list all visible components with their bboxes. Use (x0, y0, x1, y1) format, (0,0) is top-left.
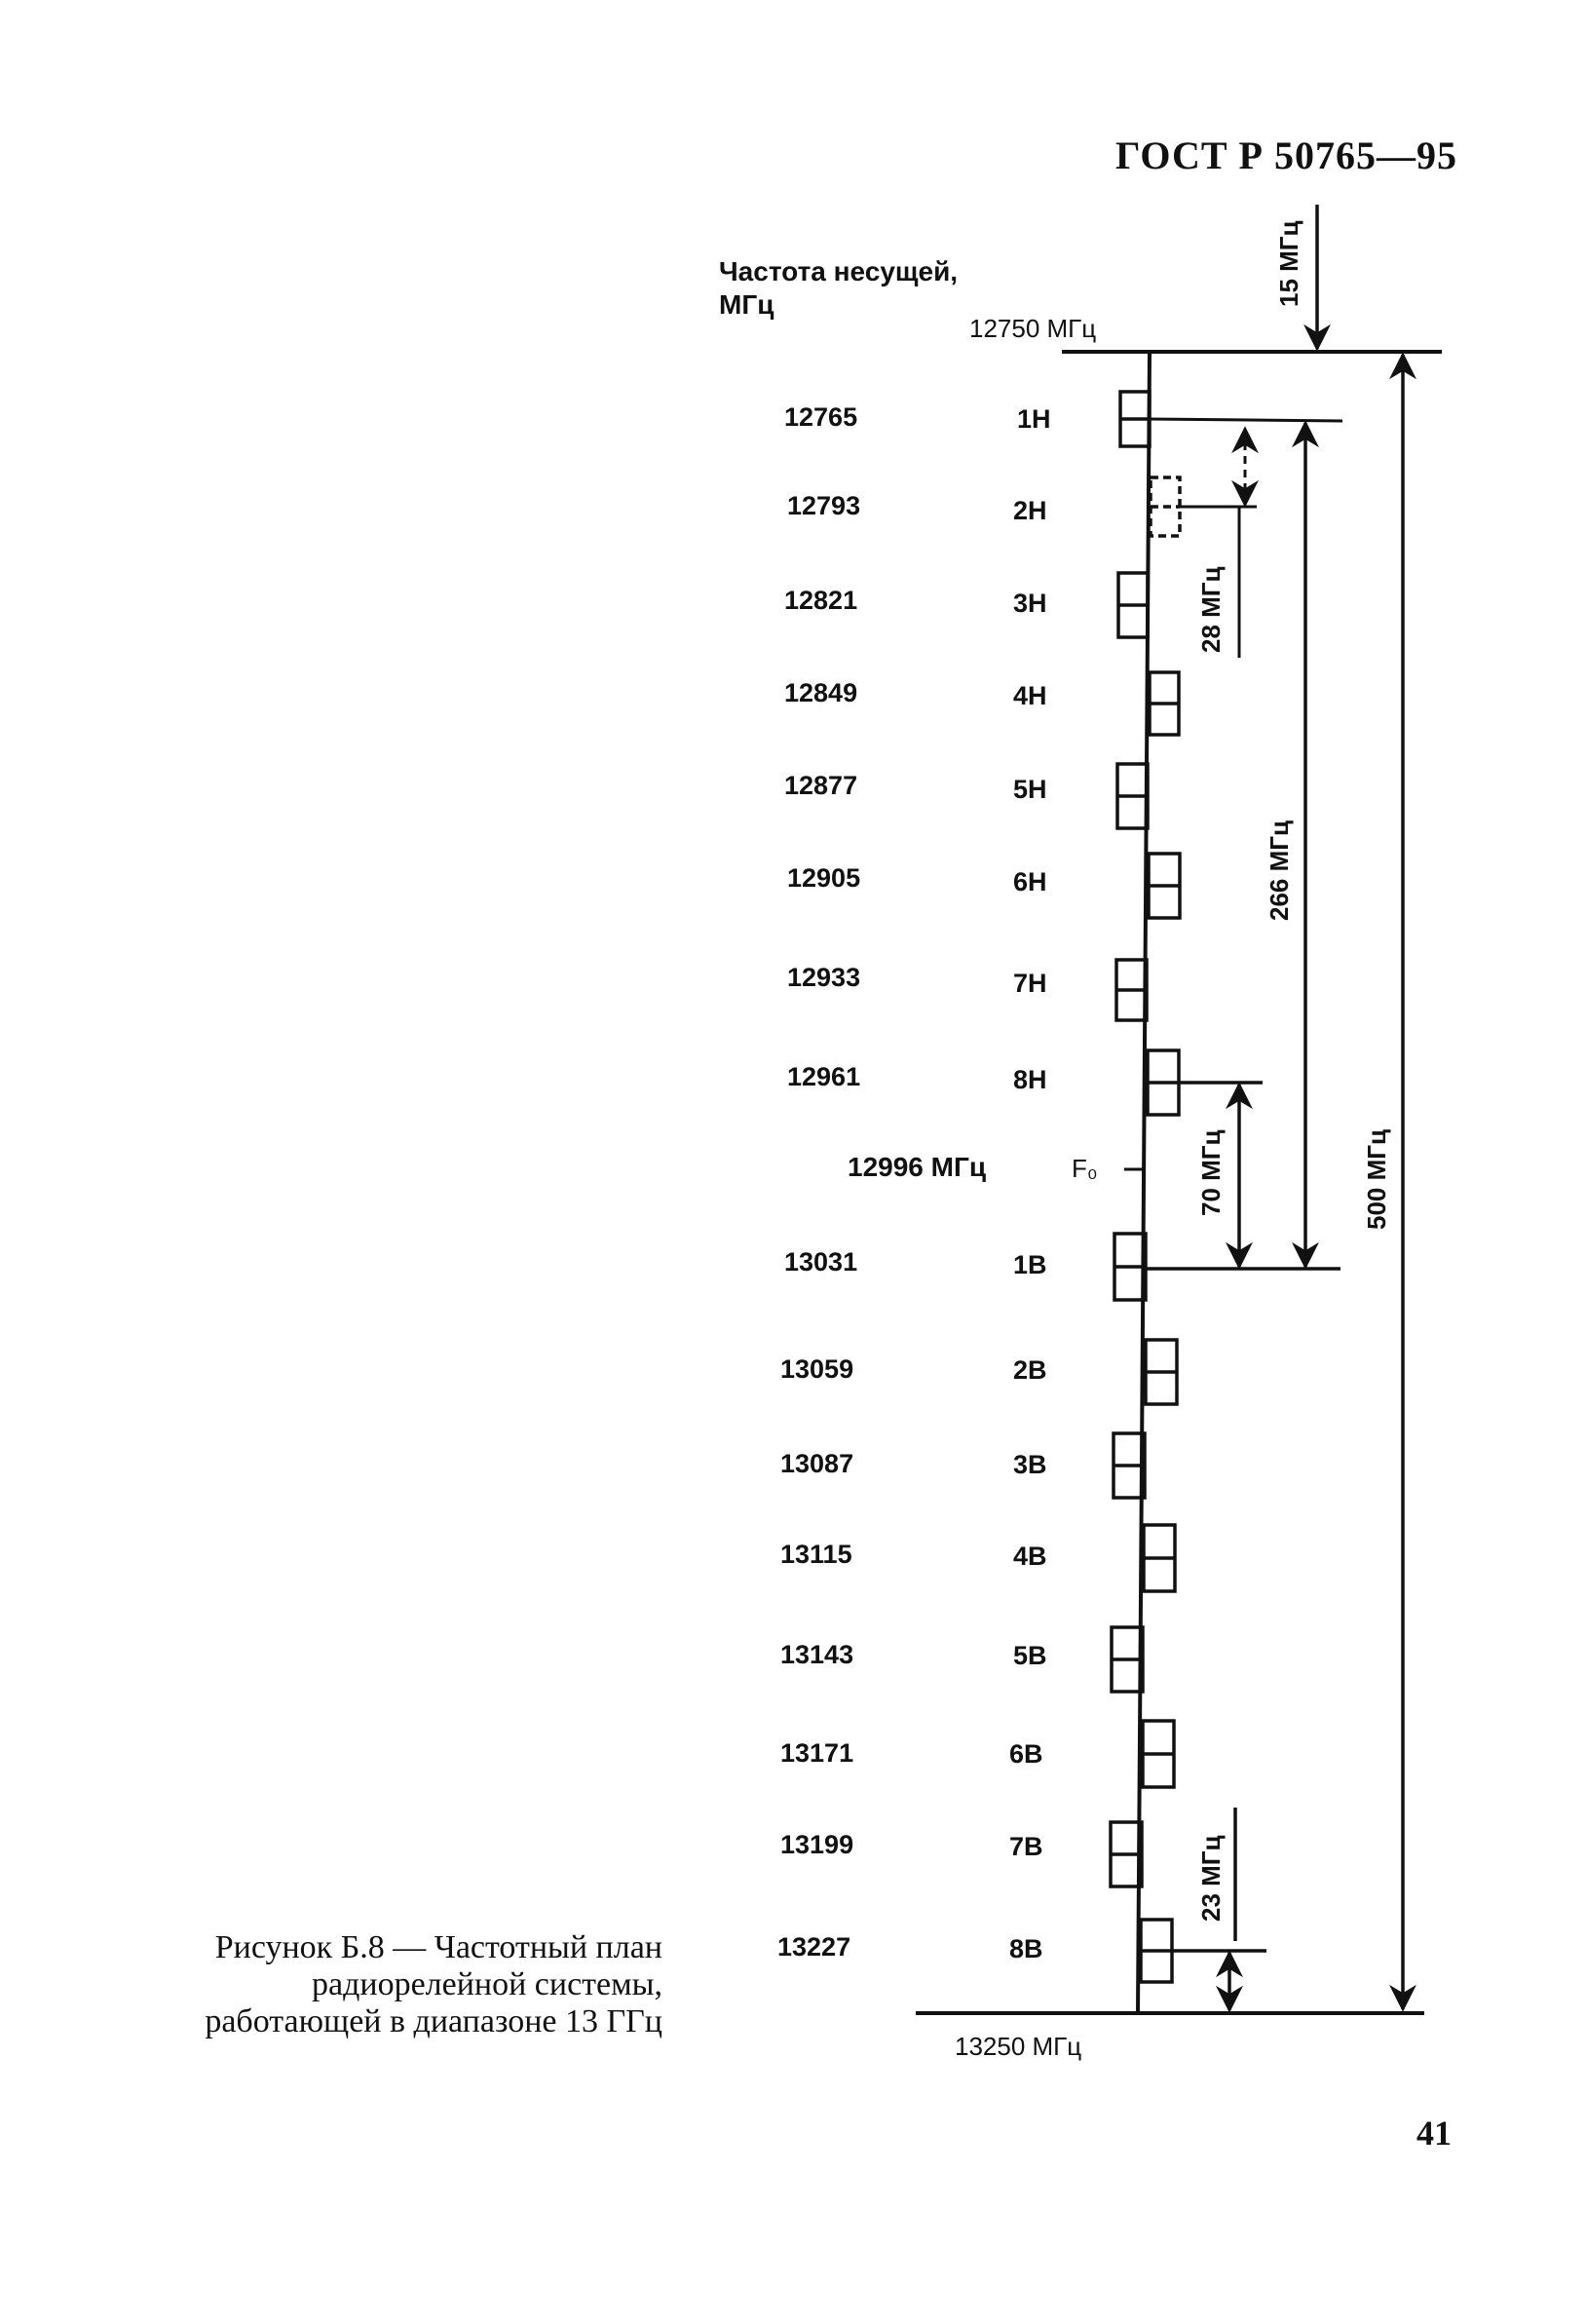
freq-label: 13227 (777, 1932, 851, 1962)
channel-block-2h (1151, 477, 1180, 536)
band-end-label: 13250 МГц (955, 2032, 1082, 2061)
channel-label: 3В (1013, 1450, 1047, 1479)
page-number: 41 (1416, 2114, 1452, 2153)
band-start-label: 12750 МГц (969, 314, 1097, 343)
center-frequency-label: 12996 МГц (848, 1152, 987, 1182)
channel-label: 2В (1013, 1355, 1047, 1385)
freq-label: 13199 (780, 1830, 854, 1859)
channel-label: 6Н (1013, 867, 1047, 896)
freq-label: 13143 (780, 1640, 854, 1669)
dimension-70mhz-label: 70 МГц (1196, 1129, 1226, 1216)
freq-label: 12961 (787, 1062, 861, 1091)
figure-caption (97, 1929, 662, 2040)
channel-label: 1В (1013, 1250, 1047, 1279)
dimension-15mhz-label: 15 МГц (1274, 220, 1303, 307)
channel-label: 5Н (1013, 775, 1047, 804)
channel-label: 4Н (1013, 681, 1047, 710)
center-frequency-symbol: F₀ (1072, 1154, 1098, 1183)
channel-label: 6В (1009, 1739, 1043, 1769)
channel-label: 8Н (1013, 1065, 1047, 1094)
axis-title-line2: МГц (719, 289, 774, 320)
dimension-23mhz-label: 23 МГц (1196, 1835, 1226, 1922)
freq-label: 12765 (784, 402, 858, 432)
freq-label: 12793 (787, 491, 861, 520)
channel-label: 2Н (1013, 496, 1047, 525)
channel-label: 1Н (1017, 404, 1051, 434)
dimension-266mhz-label: 266 МГц (1265, 820, 1294, 921)
channel-label: 4В (1013, 1542, 1047, 1571)
freq-label: 12849 (784, 678, 858, 707)
freq-label: 12821 (784, 586, 858, 615)
channel-1h-reference-line (1150, 419, 1342, 421)
caption-line1: Рисунок Б.8 — Частотный план (214, 1929, 662, 1965)
dimension-500mhz-label: 500 МГц (1362, 1129, 1391, 1230)
freq-label: 12905 (787, 863, 861, 893)
freq-label: 12933 (787, 963, 861, 992)
freq-label: 13031 (784, 1247, 858, 1276)
channel-label: 8В (1009, 1934, 1043, 1963)
freq-label: 12877 (784, 771, 858, 800)
freq-label: 13115 (780, 1540, 852, 1569)
axis-title-line1: Частота несущей, (719, 256, 959, 286)
freq-label: 13087 (780, 1449, 854, 1478)
channel-label: 5В (1013, 1641, 1047, 1670)
caption-line3: работающей в диапазоне 13 ГГц (205, 2003, 662, 2039)
channel-label: 3Н (1013, 589, 1047, 618)
dimension-28mhz-label: 28 МГц (1196, 566, 1226, 653)
freq-label: 13171 (780, 1738, 854, 1768)
document-code: ГОСТ Р 50765—95 (1114, 133, 1457, 177)
channel-label: 7В (1009, 1832, 1043, 1861)
caption-line2: радиорелейной системы, (311, 1966, 662, 2002)
freq-label: 13059 (780, 1354, 854, 1384)
channel-label: 7Н (1013, 969, 1047, 998)
